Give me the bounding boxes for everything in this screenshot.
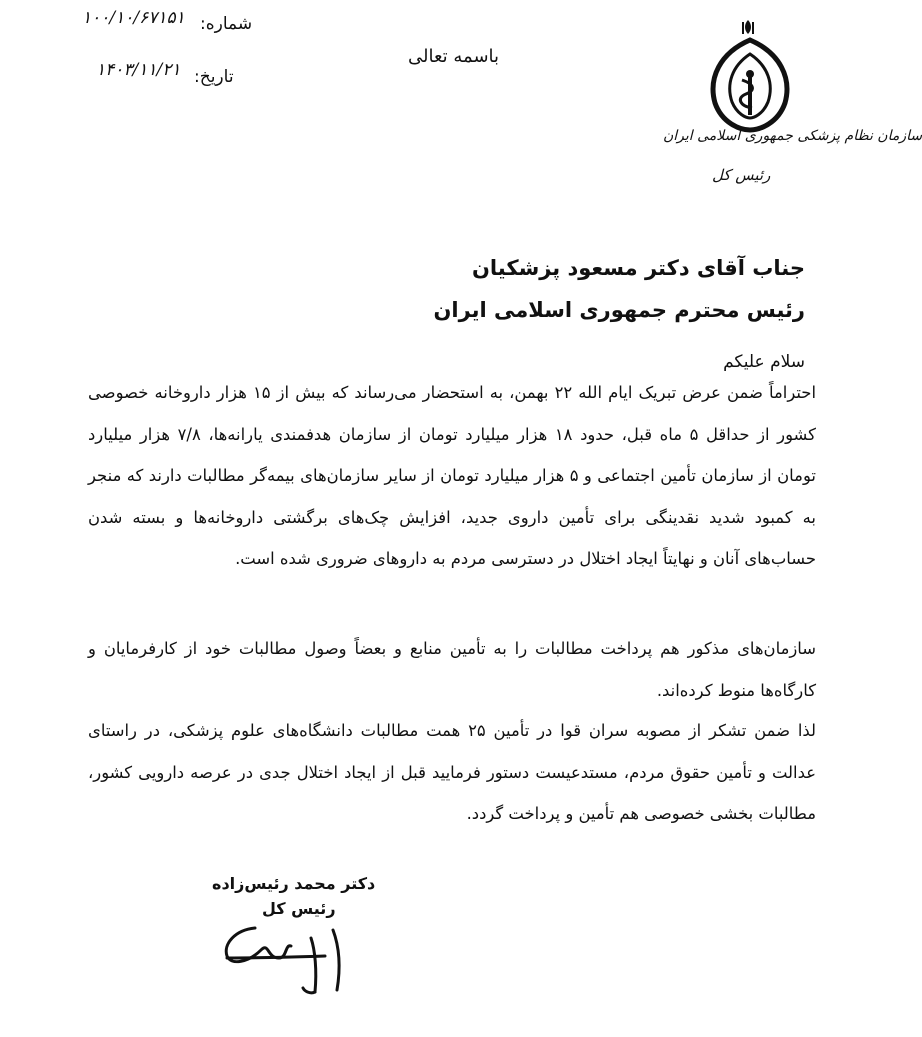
body-paragraph-2: سازمان‌های مذکور هم پرداخت مطالبات را به تأمین منابع و بعضاً وصول مطالبات خود از کارفرمایان و کارگاه‌ها منوط کرده‌اند. bbox=[88, 639, 816, 700]
caduceus-emblem-icon bbox=[690, 18, 810, 133]
organization-name: سازمان نظام پزشکی جمهوری اسلامی ایران bbox=[663, 128, 922, 144]
letter-date-label: تاریخ: bbox=[194, 67, 234, 87]
signatory-title: رئیس کل bbox=[262, 899, 336, 918]
addressee-line-2: رئیس محترم جمهوری اسلامی ایران bbox=[433, 298, 805, 322]
invocation-text: باسمه تعالی bbox=[408, 46, 500, 67]
addressee-line-1: جناب آقای دکتر مسعود پزشکیان bbox=[471, 256, 805, 280]
body-paragraph-1: احتراماً ضمن عرض تبریک ایام الله ۲۲ بهمن، به استحضار می‌رساند که بیش از ۱۵ هزار داروخانه خصوصی کشور از حداقل ۵ ماه قبل، حدود ۱۸ هزار میلیارد تومان از سازمان هدفمندی یارانه‌ها، ۷/۸ هزار میلیارد تومان از سازمان تأمین اجتماعی و ۵ هزار میلیارد تومان از سایر سازمان‌های بیمه‌گر مطالبات دارند که منجر به کمبود شدید نقدینگی برای تأمین داروی جدید، افزایش چک‌های برگشتی داروخانه‌ها و بسته شدن حساب‌های آنان و نهایتاً ایجاد اختلال در دسترسی مردم به داروهای ضروری شده است. bbox=[88, 383, 816, 568]
letter-date-value: ۱۴۰۳/۱۱/۲۱ bbox=[96, 60, 181, 80]
greeting-text: سلام علیکم bbox=[723, 352, 805, 372]
letter-number-value: ۱۰۰/۱۰/۶۷۱۵۱ bbox=[82, 8, 185, 28]
body-paragraph-3: لذا ضمن تشکر از مصوبه سران قوا در تأمین ۲۵ همت مطالبات دانشگاه‌های علوم پزشکی، در راستای عدالت و تأمین حقوق مردم، مستدعیست دستور فرمایید قبل از ایجاد اختلال جدی در عرصه دارویی کشور، مطالبات بخشی خصوصی هم تأمین و پرداخت گردد. bbox=[88, 721, 816, 823]
organization-office: رئیس کل bbox=[712, 166, 771, 184]
letter-number-label: شماره: bbox=[200, 14, 253, 34]
handwritten-signature-icon bbox=[215, 910, 365, 1010]
signatory-name: دکتر محمد رئیس‌زاده bbox=[212, 874, 376, 893]
